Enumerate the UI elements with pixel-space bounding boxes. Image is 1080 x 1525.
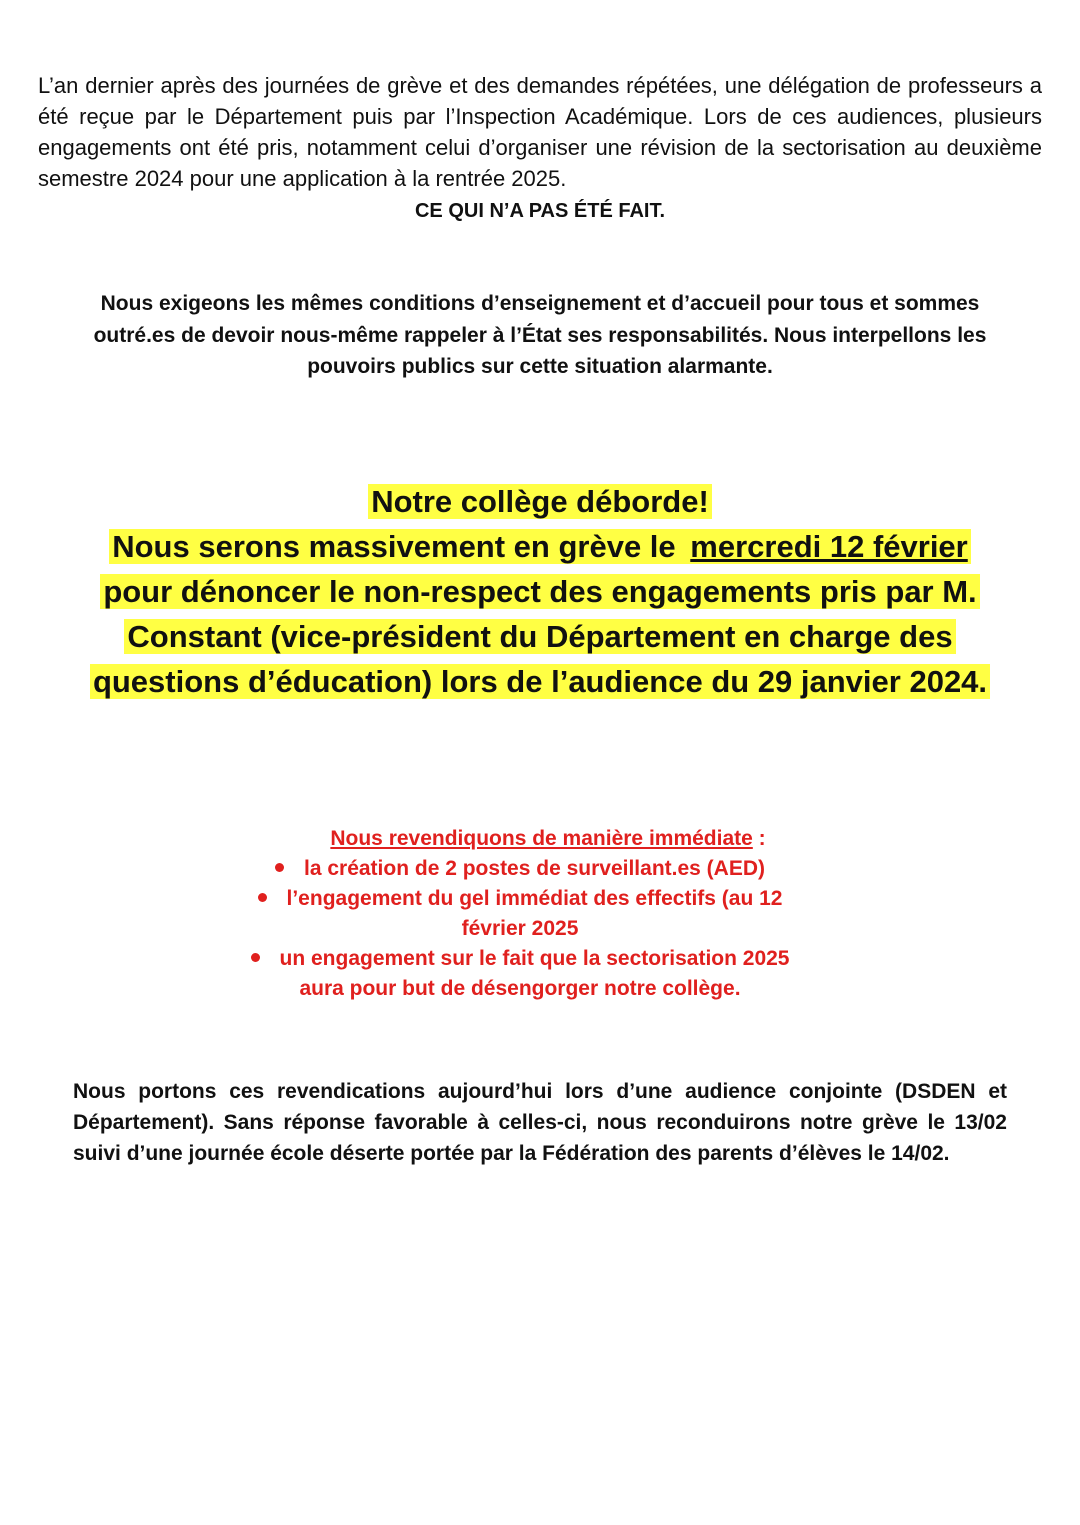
list-item (200, 884, 840, 944)
claim-line: un engagement sur le fait que la sectorisation 2025 (279, 947, 790, 970)
list-item (200, 854, 840, 884)
intro-paragraph: L’an dernier après des journées de grève et des demandes répétées, une délégation de professeurs a été reçue par le Département puis par l’Inspection Académique. Lors de ces audiences, plusieurs engagements ont été pris, notamment celui d’organiser une révision de la sectorisation au deuxième semestre 2024 pour une application à la rentrée 2025. (38, 73, 1042, 191)
claim-line: l’engagement du gel immédiat des effectifs (au 12 (286, 887, 783, 910)
bullet-icon (258, 893, 267, 902)
claims-section (200, 824, 840, 1004)
list-item (200, 944, 840, 1004)
claims-title-suffix: : (752, 827, 766, 850)
bullet-icon (275, 863, 284, 872)
bullet-icon (251, 953, 260, 962)
strike-date: mercredi 12 février (687, 529, 970, 564)
closing-paragraph: Nous portons ces revendications aujourd’hui lors d’une audience conjointe (DSDEN et Département). Sans réponse favorable à celles-ci, nous reconduirons notre grève le 13/02 suivi d’une journée école déserte portée par la Fédération des parents d’élèves le 14/02. (73, 1080, 1007, 1165)
claim-line-continued: février 2025 (461, 917, 579, 940)
demand-paragraph: Nous exigeons les mêmes conditions d’enseignement et d’accueil pour tous et sommes outré.es de devoir nous-même rappeler à l’État ses responsabilités. Nous interpellons les pouvoirs publics sur cette situation alarmante. (93, 292, 987, 378)
claims-list (200, 854, 840, 1004)
strike-headline: Notre collège déborde! (368, 484, 712, 519)
claims-title (200, 824, 840, 854)
strike-announcement (70, 479, 1010, 704)
claim-line-continued: aura pour but de désengorger notre collège. (299, 977, 741, 1000)
claims-title-text: Nous revendiquons de manière immédiate (330, 827, 753, 850)
strike-reason: pour dénoncer le non-respect des engagements pris par M. Constant (vice-président du Département en charge des questions d’éducation) lors de l’audience du 29 janvier 2024. (90, 574, 990, 699)
strike-line-before-date: Nous serons massivement en grève le (109, 529, 687, 564)
not-done-statement: CE QUI N’A PAS ÉTÉ FAIT. (414, 200, 666, 222)
claim-line: la création de 2 postes de surveillant.es (AED) (304, 857, 765, 880)
